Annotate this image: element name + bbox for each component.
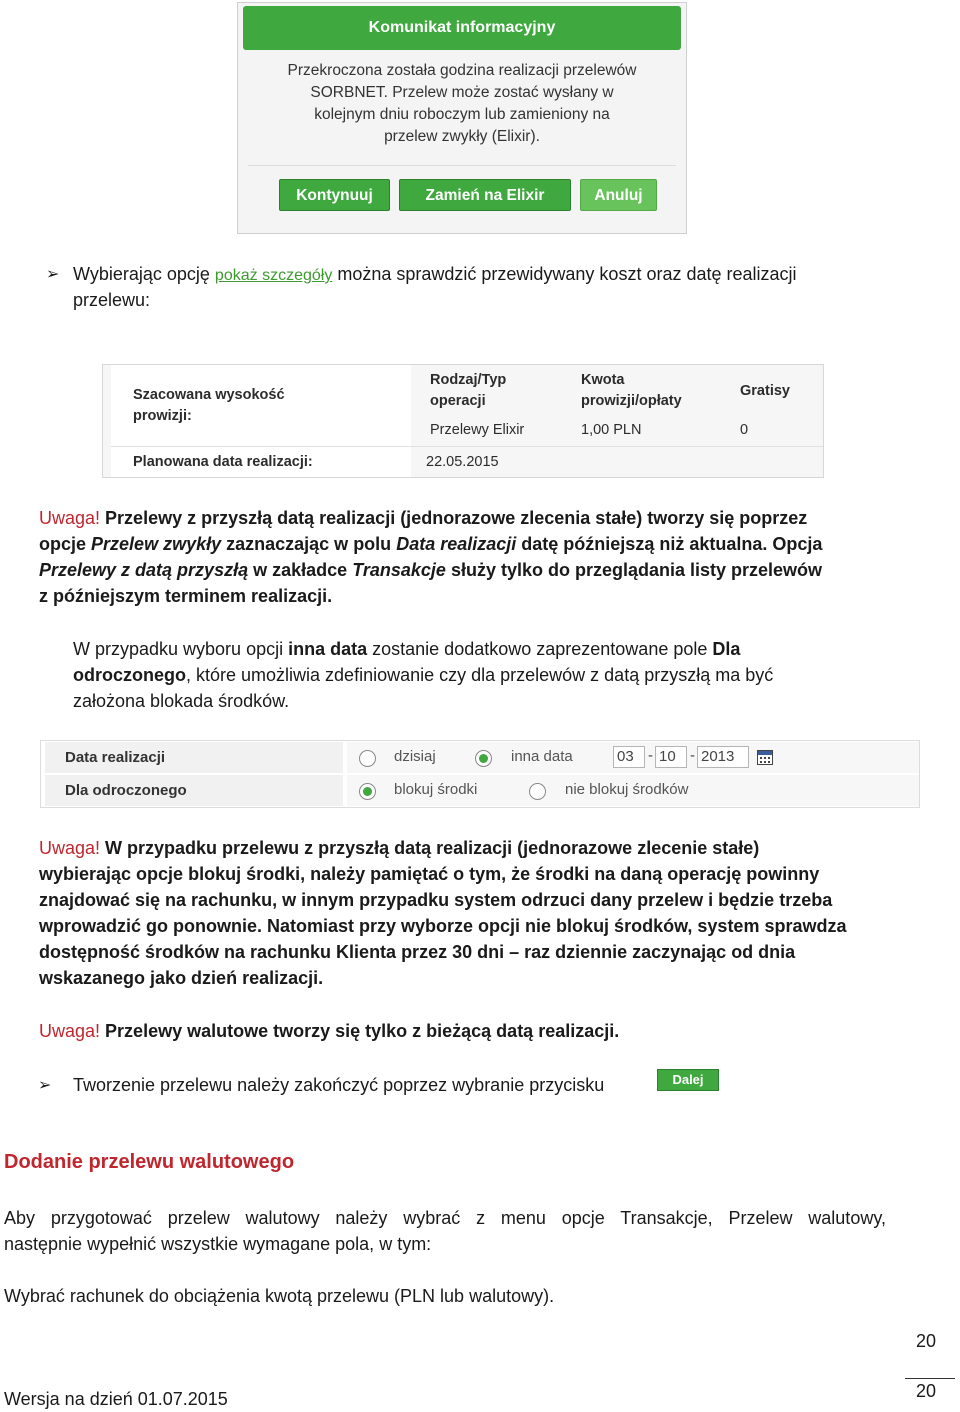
text-fragment: Przelew zwykły: [91, 534, 222, 554]
dialog-title: Komunikat informacyjny: [243, 6, 681, 50]
text-fragment: odroczonego: [73, 665, 186, 685]
text-fragment: datę późniejszą niż aktualna. Opcja: [521, 534, 823, 554]
execution-date-label: Data realizacji: [45, 742, 343, 773]
text-fragment: Dla: [712, 639, 741, 659]
text-fragment: Przelewy z datą przyszłą: [39, 560, 249, 580]
note-line: wskazanego jako dzień realizacji.: [39, 968, 324, 988]
month-input[interactable]: 10: [655, 746, 687, 768]
text-fragment: W przypadku wyboru opcji: [73, 639, 284, 659]
text-fragment: W przypadku przelewu z przyszłą datą realizacji (jednorazowe zlecenie stałe): [105, 838, 760, 858]
block-funds-label: blokuj środki: [394, 781, 478, 798]
dialog-message-line: Przekroczona została godzina realizacji przelewów: [287, 62, 637, 79]
deferred-label: Dla odroczonego: [45, 775, 343, 806]
para-line: założona blokada środków.: [73, 691, 290, 711]
bullet-text: Tworzenie przelewu należy zakończyć poprzez wybranie przycisku: [73, 1075, 605, 1095]
today-radio[interactable]: [359, 750, 376, 767]
section-para-line: Wybrać rachunek do obciążenia kwotą przelewu (PLN lub walutowy).: [4, 1286, 555, 1306]
continue-button[interactable]: Kontynuuj: [279, 179, 390, 211]
bullet-arrow-icon: ➢: [46, 266, 60, 283]
year-input[interactable]: 2013: [697, 746, 749, 768]
note-line: [39, 531, 822, 557]
execution-date-options: [347, 742, 919, 773]
dialog-message-line: SORBNET. Przelew może zostać wysłany w: [310, 84, 614, 101]
date-separator: -: [690, 747, 695, 764]
text-fragment: można sprawdzić przewidywany koszt oraz datę realizacji: [337, 264, 797, 284]
section-para-line: Aby przygotować przelew walutowy należy wybrać z menu opcje Transakcje, Przelew walutowy,: [4, 1208, 886, 1228]
note-line: [39, 557, 822, 583]
text-fragment: inna data: [288, 639, 368, 659]
show-details-link[interactable]: pokaż szczegóły: [214, 267, 333, 284]
today-label: dzisiaj: [394, 748, 436, 765]
section-heading: Dodanie przelewu walutowego: [4, 1151, 295, 1173]
header-line: Kwota: [581, 372, 625, 388]
planned-date-value: 22.05.2015: [426, 454, 499, 470]
text-fragment: Przelewy walutowe tworzy się tylko z bieżącą datą realizacji.: [105, 1021, 620, 1041]
dialog-message-line: kolejnym dniu roboczym lub zamieniony na: [314, 106, 610, 123]
text-fragment: opcje: [39, 534, 87, 554]
note-line: [39, 505, 807, 531]
convert-to-elixir-button[interactable]: Zamień na Elixir: [399, 179, 571, 211]
page-number-top: 20: [916, 1331, 937, 1351]
cell-type: Przelewy Elixir: [430, 422, 525, 438]
para-line: [73, 662, 773, 688]
row-deferred: [41, 775, 919, 808]
note-line: dostępność środków na rachunku Klienta przez 30 dni – raz dziennie zaczynając od dnia: [39, 942, 796, 962]
version-text: Wersja na dzień 01.07.2015: [4, 1389, 228, 1409]
deferred-options: [347, 775, 919, 806]
label-line: prowizji:: [133, 408, 192, 424]
dialog-message: [248, 58, 676, 166]
text-fragment: Wybierając opcję: [73, 264, 210, 284]
note-line: wybierając opcje blokuj środki, należy pamiętać o tym, że środki na daną operację powinny: [39, 864, 820, 884]
note-line: wprowadzić go ponownie. Natomiast przy wyborze opcji nie blokuj środków, system sprawdza: [39, 916, 847, 936]
commission-label: [133, 385, 285, 427]
cancel-button[interactable]: Anuluj: [580, 179, 657, 211]
text-fragment: Przelewy z przyszłą datą realizacji (jednorazowe zlecenia stałe) tworzy się poprzez: [105, 508, 808, 528]
col-header-amount: [581, 370, 682, 412]
bullet-text-line2: przelewu:: [73, 290, 151, 310]
header-line: operacji: [430, 393, 486, 409]
note-line: [39, 1018, 619, 1044]
note-line: [39, 835, 759, 861]
footer-rule: [905, 1378, 955, 1379]
header-line: prowizji/opłaty: [581, 393, 682, 409]
text-fragment: zaznaczając w polu: [226, 534, 392, 554]
block-funds-radio[interactable]: [359, 783, 376, 800]
table-divider: [111, 446, 823, 447]
text-fragment: Transakcje: [352, 560, 446, 580]
text-fragment: zostanie dodatkowo zaprezentowane pole: [372, 639, 708, 659]
info-dialog: [237, 2, 687, 234]
text-fragment: , które umożliwia zdefiniowanie czy dla przelewów z datą przyszłą ma być: [186, 665, 774, 685]
text-fragment: w zakładce: [253, 560, 348, 580]
next-button[interactable]: Dalej: [657, 1069, 719, 1091]
col-header-free: Gratisy: [740, 383, 790, 399]
date-separator: -: [648, 747, 653, 764]
no-block-funds-label: nie blokuj środków: [565, 781, 689, 798]
cell-amount: 1,00 PLN: [581, 422, 642, 438]
other-date-radio[interactable]: [475, 750, 492, 767]
note-line: z późniejszym terminem realizacji.: [39, 586, 333, 606]
header-line: Rodzaj/Typ: [430, 372, 507, 388]
other-date-label: inna data: [511, 748, 573, 765]
dialog-message-line: przelew zwykły (Elixir).: [384, 128, 540, 145]
bullet-text: [73, 261, 797, 289]
label-line: Szacowana wysokość: [133, 387, 285, 403]
text-fragment: służy tylko do przeglądania listy przelewów: [450, 560, 823, 580]
date-form: [40, 740, 920, 808]
no-block-funds-radio[interactable]: [529, 783, 546, 800]
note-line: znajdować się na rachunku, w innym przypadku system odrzuci dany przelew i będzie trzeba: [39, 890, 833, 910]
commission-table: [102, 364, 824, 478]
warning-label: Uwaga!: [39, 508, 101, 528]
col-header-type: [430, 370, 506, 412]
page-number-bottom: 20: [916, 1381, 937, 1401]
para-line: [73, 636, 740, 662]
text-fragment: Data realizacji: [396, 534, 517, 554]
warning-label: Uwaga!: [39, 1021, 101, 1041]
cell-free: 0: [740, 422, 749, 438]
day-input[interactable]: 03: [613, 746, 645, 768]
planned-date-label: Planowana data realizacji:: [133, 454, 313, 470]
calendar-icon[interactable]: [757, 750, 773, 765]
section-para-line: następnie wypełnić wszystkie wymagane pola, w tym:: [4, 1234, 432, 1254]
bullet-arrow-icon: ➢: [38, 1077, 52, 1094]
warning-label: Uwaga!: [39, 838, 101, 858]
row-execution-date: [41, 742, 919, 775]
